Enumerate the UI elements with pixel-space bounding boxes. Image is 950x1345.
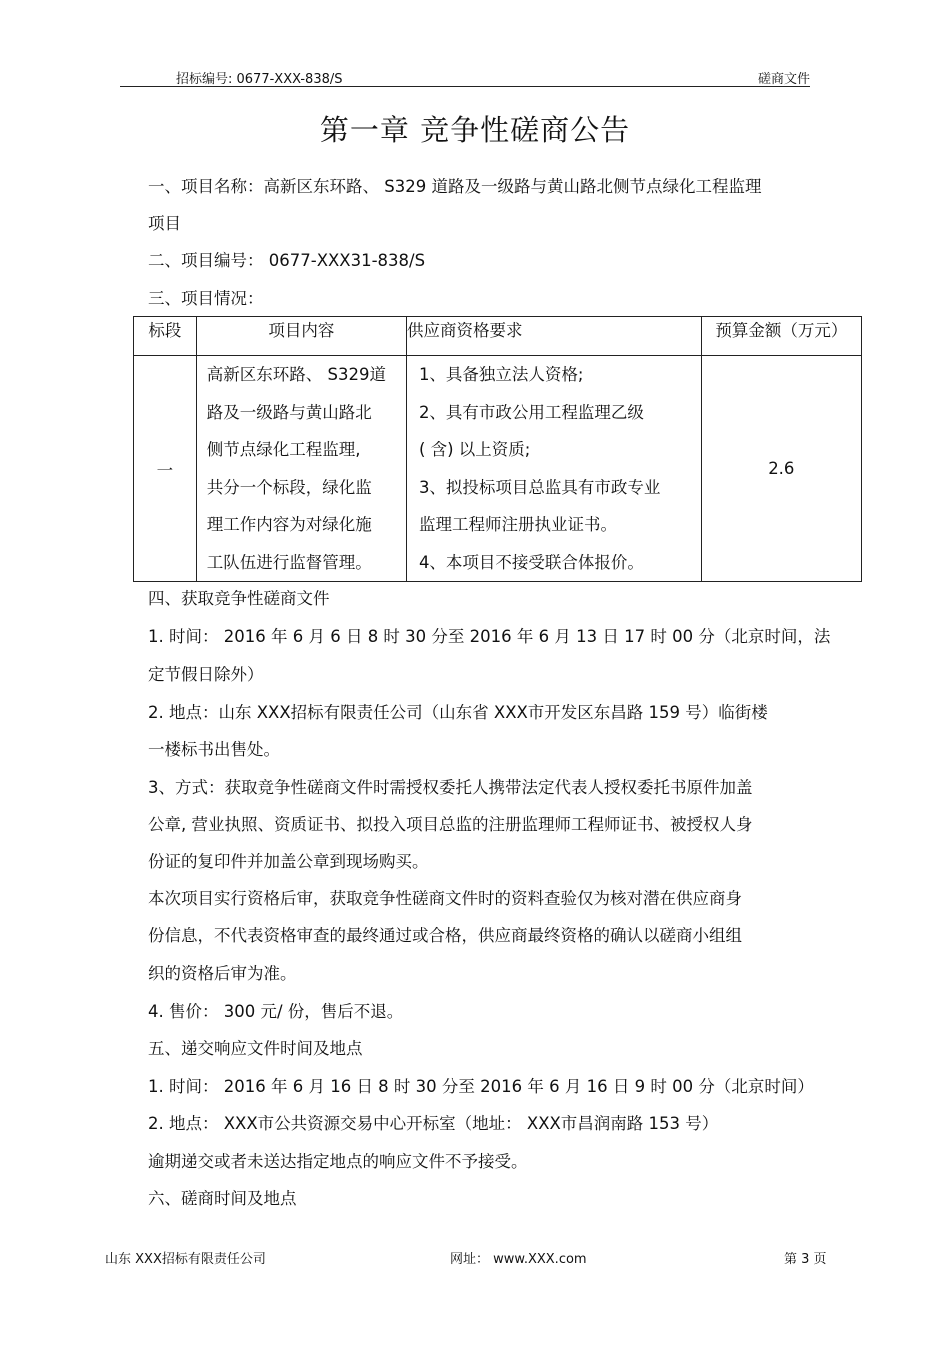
header-requirements: 供应商资格要求	[406, 317, 701, 356]
footer-page-number: 第 3 页	[784, 1252, 827, 1267]
content-line: 侧节点绿化工程监理,	[206, 440, 361, 459]
text-line: 1. 时间： 2016 年 6 月 6 日 8 时 30 分至 2016 年 6 月 13 日 17 时 00 分（北京时间，法	[148, 627, 831, 646]
header-section: 标段	[134, 317, 197, 356]
footer-website: 网址： www.XXX.com	[450, 1252, 587, 1267]
text-line: 2. 地点： XXX市公共资源交易中心开标室（地址： XXX市昌润南路 153 号）	[148, 1114, 719, 1133]
project-name-line: 一、项目名称：高新区东环路、 S329 道路及一级路与黄山路北侧节点绿化工程监理	[148, 177, 762, 196]
requirement-line: 监理工程师注册执业证书。	[418, 515, 617, 534]
text-line: 本次项目实行资格后审，获取竞争性磋商文件时的资料查验仅为核对潜在供应商身	[148, 889, 742, 908]
page-header	[120, 64, 810, 87]
text-line: 公章, 营业执照、资质证书、拟投入项目总监的注册监理师工程师证书、被授权人身	[148, 815, 753, 834]
section-4-heading: 四、获取竞争性磋商文件	[148, 589, 330, 608]
text-line: 份证的复印件并加盖公章到现场购买。	[148, 852, 429, 871]
text-line: 1. 时间： 2016 年 6 月 16 日 8 时 30 分至 2016 年 6 月 16 日 9 时 00 分（北京时间）	[148, 1077, 814, 1096]
content-line: 路及一级路与黄山路北	[206, 402, 372, 422]
text-line: 份信息，不代表资格审查的最终通过或合格，供应商最终资格的确认以磋商小组组	[148, 926, 742, 945]
document-type: 磋商文件	[757, 72, 810, 87]
requirement-line: 3、拟投标项目总监具有市政专业	[418, 477, 661, 497]
requirement-line: 2、具有市政公用工程监理乙级	[418, 402, 644, 422]
footer-company: 山东 XXX招标有限责任公司	[105, 1252, 266, 1267]
content-line: 工队伍进行监督管理。	[206, 552, 372, 572]
requirement-line: 1、具备独立法人资格;	[418, 365, 584, 384]
text-line: 定节假日除外）	[148, 665, 264, 684]
project-table	[133, 316, 862, 582]
project-name-cont: 项目	[148, 214, 181, 233]
project-status-heading: 三、项目情况：	[148, 289, 264, 308]
section-6-heading: 六、磋商时间及地点	[148, 1189, 297, 1208]
tender-number: 招标编号: 0677-XXX-838/S	[176, 72, 343, 87]
cell-section: 一	[134, 356, 197, 582]
table-row	[134, 356, 862, 582]
table-header-row	[134, 317, 862, 356]
cell-content	[196, 356, 406, 582]
header-content: 项目内容	[196, 317, 406, 356]
text-line: 逾期递交或者未送达指定地点的响应文件不予接受。	[148, 1152, 528, 1171]
header-budget: 预算金额（万元）	[701, 317, 861, 356]
cell-budget: 2.6	[701, 356, 861, 582]
content-line: 共分一个标段，绿化监	[206, 477, 372, 497]
cell-requirements	[406, 356, 701, 582]
content-line: 理工作内容为对绿化施	[206, 515, 372, 534]
requirement-line: ( 含) 以上资质;	[418, 440, 531, 459]
text-line: 3、方式：获取竞争性磋商文件时需授权委托人携带法定代表人授权委托书原件加盖	[148, 778, 753, 797]
project-number-line: 二、项目编号： 0677-XXX31-838/S	[148, 251, 426, 270]
requirement-line: 4、本项目不接受联合体报价。	[418, 552, 644, 572]
text-line: 一楼标书出售处。	[148, 740, 280, 759]
text-line: 4. 售价： 300 元/ 份，售后不退。	[148, 1002, 404, 1021]
text-line: 2. 地点：山东 XXX招标有限责任公司（山东省 XXX市开发区东昌路 159 号）临街楼	[148, 703, 768, 722]
page-title: 第一章 竞争性磋商公告	[319, 113, 631, 147]
content-line: 高新区东环路、 S329道	[206, 365, 386, 384]
section-5-heading: 五、递交响应文件时间及地点	[148, 1039, 363, 1058]
text-line: 织的资格后审为准。	[148, 964, 297, 983]
